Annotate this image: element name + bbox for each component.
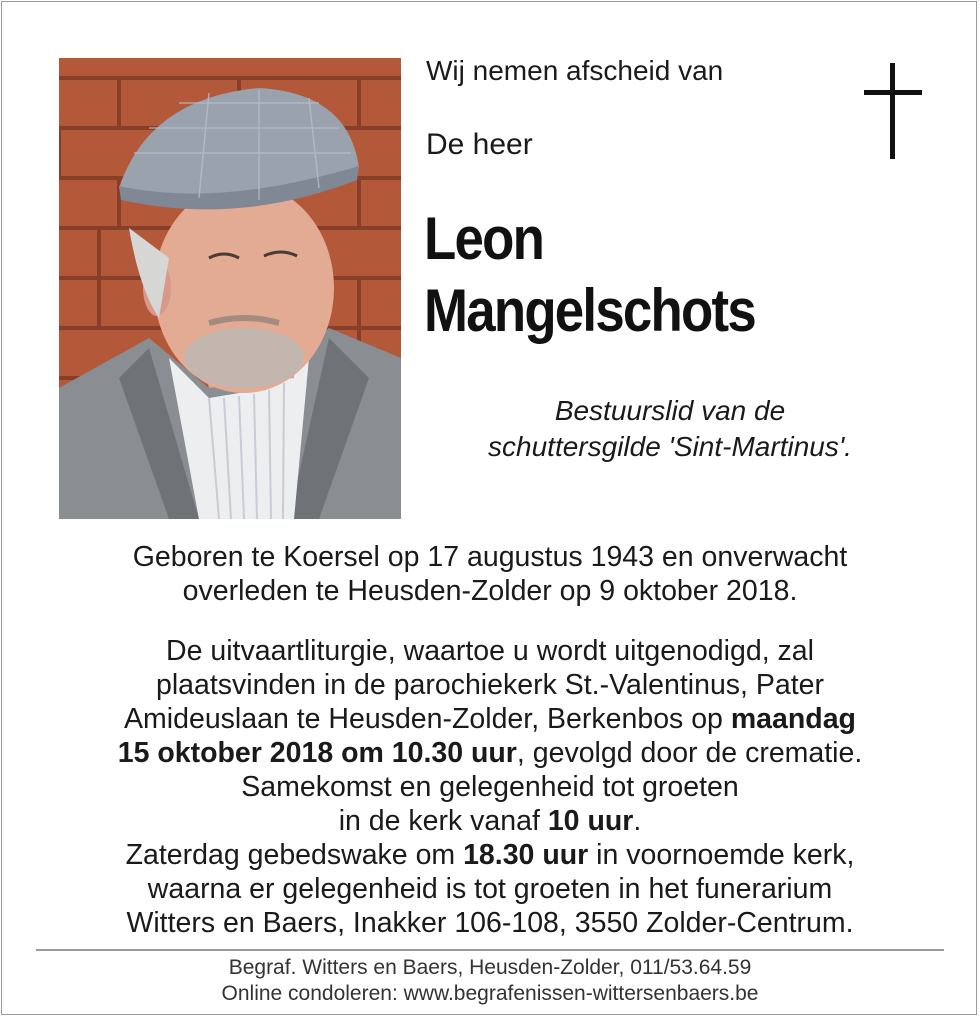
vigil-time: 18.30 uur [463, 839, 589, 871]
divider [36, 949, 944, 951]
service-line: De uitvaartliturgie, waartoe u wordt uitgenodigd, zal [166, 635, 814, 667]
birth-line: Geboren te Koersel op 17 augustus 1943 en onverwacht [132, 541, 848, 573]
service-line [20, 702, 960, 736]
service-line [20, 736, 960, 770]
service-line: Witters en Baers, Inakker 106-108, 3550 Zolder-Centrum. [126, 907, 854, 939]
service-paragraph [20, 634, 960, 940]
service-line: plaatsvinden in de parochiekerk St.-Valentinus, Pater [155, 669, 825, 701]
portrait-illustration [59, 58, 401, 519]
service-text: in voornoemde kerk, [588, 839, 855, 871]
service-text: , gevolgd door de crematie. [516, 737, 863, 769]
death-line: overleden te Heusden-Zolder op 9 oktober 2018. [182, 575, 798, 607]
role-description [410, 393, 930, 465]
role-line-2: schuttersgilde 'Sint-Martinus'. [488, 431, 852, 462]
service-line: Samekomst en gelegenheid tot groeten [241, 771, 739, 803]
service-line: waarna er gelegenheid is tot groeten in het funerarium [147, 873, 833, 905]
service-text: . [633, 805, 642, 837]
portrait-photo [59, 58, 401, 519]
footer [20, 955, 960, 1007]
birth-death-paragraph [20, 540, 960, 608]
last-name: Mangelschots [424, 277, 755, 344]
honorific: De heer [426, 128, 533, 161]
service-text: Amideuslaan te Heusden-Zolder, Berkenbos op [124, 703, 731, 735]
service-text: Zaterdag gebedswake om [125, 839, 464, 871]
deceased-name [424, 203, 755, 347]
service-datetime: 15 oktober 2018 om 10.30 uur [117, 737, 517, 769]
role-line-1: Bestuurslid van de [554, 395, 786, 426]
service-line [20, 838, 960, 872]
intro-text: Wij nemen afscheid van [426, 55, 724, 86]
first-name: Leon [424, 205, 544, 272]
condolence-link[interactable]: Online condoleren: www.begrafenissen-wittersenbaers.be [221, 982, 759, 1005]
greeting-time: 10 uur [547, 805, 634, 837]
cross-icon [864, 63, 922, 159]
service-text: in de kerk vanaf [338, 805, 548, 837]
undertaker-info: Begraf. Witters en Baers, Heusden-Zolder, 011/53.64.59 [228, 956, 752, 979]
service-day: maandag [730, 703, 856, 735]
service-line [20, 804, 960, 838]
